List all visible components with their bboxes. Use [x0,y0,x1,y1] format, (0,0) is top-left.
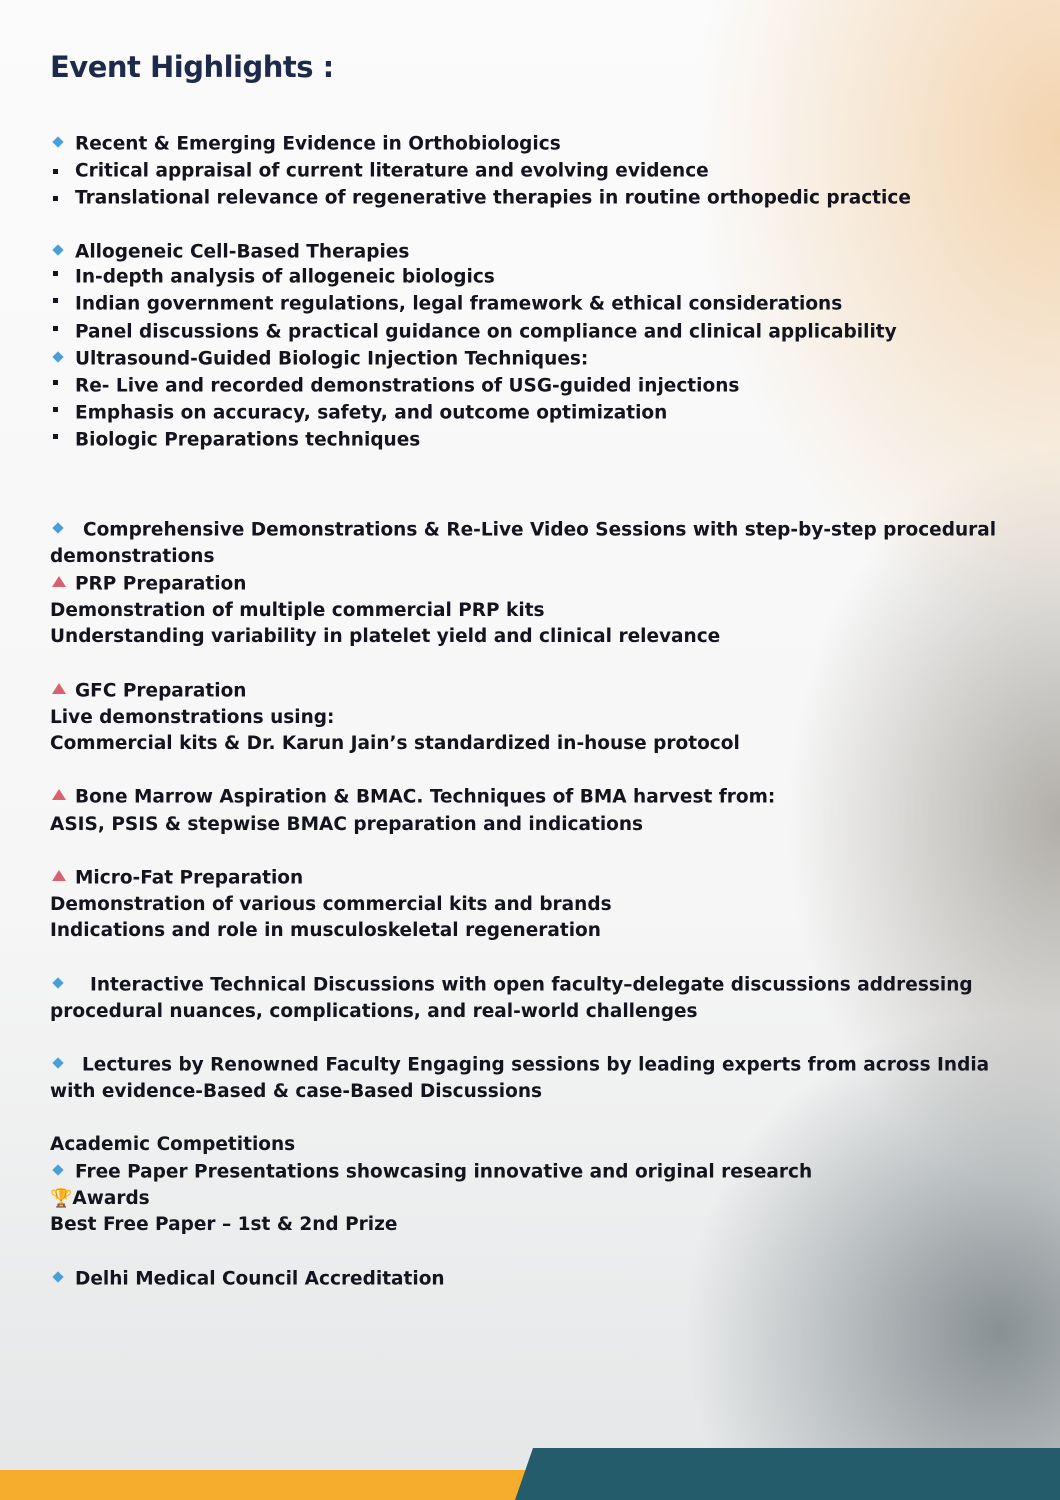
diamond-bullet-icon [50,1159,75,1178]
diamond-bullet-icon [50,239,75,258]
list-item [50,1266,1025,1293]
square-bullet-icon [50,400,75,419]
diamond-bullet-icon [50,346,75,365]
list-item [50,1159,1025,1186]
triangle-bullet-icon [50,678,75,697]
diamond-bullet-icon [50,1052,82,1071]
text-line: Live demonstrations using: [50,706,335,728]
square-bullet-icon [50,185,75,204]
text-line: Best Free Paper – 1st & 2nd Prize [50,1214,398,1236]
list-item [50,264,1025,291]
square-bullet-icon [50,319,75,338]
section-allogeneic [50,239,1025,346]
heading-text: Ultrasound-Guided Biologic Injection Techniques: [75,348,589,370]
paragraph-text: Lectures by Renowned Faculty Engaging sessions by leading experts from across India with evidence-Based & case-Based Discussions [50,1054,990,1102]
list-item [50,373,1025,400]
heading-text: Allogeneic Cell-Based Therapies [75,241,410,263]
awards-text: Awards [72,1187,150,1209]
section-heading: Academic Competitions [50,1134,296,1156]
text-line: Indications and role in musculoskeletal regeneration [50,920,601,942]
section-lectures [50,1052,1025,1106]
list-item-text: Free Paper Presentations showcasing innovative and original research [75,1161,813,1183]
list-item-text: Panel discussions & practical guidance on compliance and clinical applicability [75,321,897,343]
footer-teal-bar [515,1448,1060,1500]
list-item-text: Re- Live and recorded demonstrations of USG-guided injections [75,375,740,397]
text-line: ASIS, PSIS & stepwise BMAC preparation and indications [50,813,644,835]
square-bullet-icon [50,373,75,392]
section-recent-evidence [50,131,1025,212]
diamond-bullet-icon [50,972,90,991]
text-line: Demonstration of multiple commercial PRP kits [50,599,545,621]
list-item [50,427,1025,454]
list-item [50,158,1025,185]
triangle-bullet-icon [50,865,75,884]
paragraph-text: Interactive Technical Discussions with open faculty–delegate discussions addressing procedural nuances, complications, and real-world challenges [50,974,973,1022]
square-bullet-icon [50,291,75,310]
square-bullet-icon [50,158,75,177]
diamond-bullet-icon [50,131,75,150]
section-accreditation [50,1266,1025,1293]
trophy-icon: 🏆 [50,1187,73,1209]
list-item [50,319,1025,346]
section-demonstrations [50,517,1025,945]
list-item-text: Delhi Medical Council Accreditation [75,1268,445,1290]
sub-heading-bma [50,784,1025,811]
list-item [50,400,1025,427]
sub-heading-prp [50,571,1025,598]
list-item-text: Biologic Preparations techniques [75,429,421,451]
sub-heading-text: GFC Preparation [75,680,247,702]
list-item [50,291,1025,318]
paragraph [50,1052,1025,1106]
awards-line [50,1186,1025,1213]
list-item-text: Translational relevance of regenerative therapies in routine orthopedic practice [75,187,911,209]
text-line: Demonstration of various commercial kits and brands [50,893,612,915]
list-item-text: In-depth analysis of allogeneic biologics [75,266,495,288]
list-item-text: Critical appraisal of current literature and evolving evidence [75,160,709,182]
triangle-bullet-icon [50,571,75,590]
list-item [50,185,1025,212]
diamond-bullet-icon [50,1266,75,1285]
section-heading [50,131,1025,158]
section-heading [50,346,1025,373]
sub-heading-text: PRP Preparation [75,573,247,595]
page-title: Event Highlights : [50,50,334,84]
section-ultrasound [50,346,1025,454]
sub-heading-gfc [50,678,1025,705]
heading-text: Comprehensive Demonstrations & Re-Live Video Sessions with step-by-step procedural demonstrations [50,519,997,568]
paragraph [50,972,1025,1026]
footer-orange-bar [0,1470,540,1500]
triangle-bullet-icon [50,784,75,803]
section-heading [50,517,1025,571]
list-item-text: Indian government regulations, legal framework & ethical considerations [75,293,843,315]
section-heading [50,239,1025,265]
diamond-bullet-icon [50,517,83,536]
section-academic [50,1132,1025,1239]
square-bullet-icon [50,427,75,446]
heading-text: Recent & Emerging Evidence in Orthobiologics [75,133,561,155]
sub-heading-text: Bone Marrow Aspiration & BMAC. Techniques of BMA harvest from: [75,786,776,808]
highlights-content [50,131,1025,1293]
text-line: Commercial kits & Dr. Karun Jain’s standardized in-house protocol [50,733,740,755]
sub-heading-microfat [50,865,1025,892]
text-line: Understanding variability in platelet yield and clinical relevance [50,626,721,648]
section-interactive-discussions [50,972,1025,1026]
square-bullet-icon [50,264,75,283]
list-item-text: Emphasis on accuracy, safety, and outcome optimization [75,402,668,424]
sub-heading-text: Micro-Fat Preparation [75,867,304,889]
